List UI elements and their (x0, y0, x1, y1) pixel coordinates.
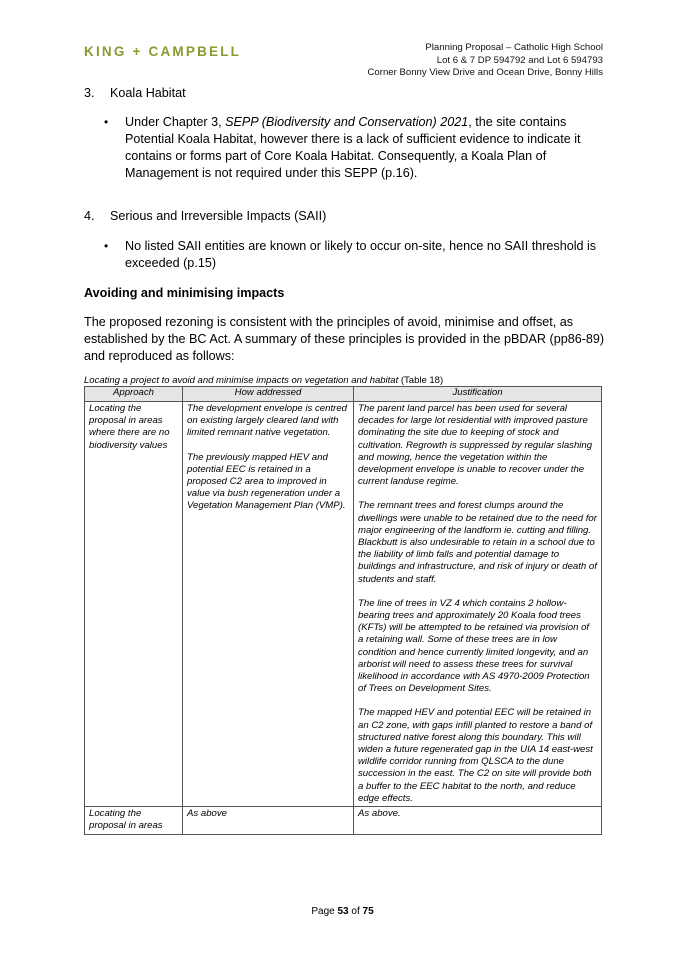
mitigation-table (84, 386, 602, 835)
section-title-saii: Serious and Irreversible Impacts (SAII) (110, 209, 327, 223)
avoid-heading: Avoiding and minimising impacts (84, 286, 285, 300)
koala-bullet-italic: SEPP (Biodiversity and Conservation) 2021 (225, 115, 469, 129)
col-header-how: How addressed (183, 387, 354, 402)
justification-paragraph: As above. (358, 808, 401, 820)
justification-paragraph: The line of trees in VZ 4 which contains 2 hollow-bearing trees and approximately 20 Koala food trees (KFTs) will be attempted to be retained via provision of a retaining wall. Some of these trees are in low condition and hence currently limited longevity, and an arborist will need to assess these trees for survival likelihood in accordance with AS 4970-2009 Protection of Trees on Development Sites. (358, 597, 590, 695)
table-caption-plain: (Table 18) (398, 375, 444, 386)
approach-text: Locating the proposal in areas where there are no biodiversity values (89, 403, 170, 451)
how-paragraph: As above (187, 808, 228, 820)
page-footer (0, 906, 685, 917)
justification-paragraph: The mapped HEV and potential EEC will be retained in an C2 zone, with gaps infill planted to restore a band of structured native forest along this boundary. This will widen a future regenerated gap in the UIA 14 east-west wildlife corridor running from QLSCA to the dune succession in the east. The C2 on site will provide both a buffer to the EEC habitat to the north, and reduce edge effects. (358, 707, 593, 804)
how-cell (183, 402, 354, 807)
table-row (85, 402, 602, 807)
justification-cell (354, 402, 602, 807)
page-number: 53 (337, 906, 349, 917)
col-header-approach: Approach (85, 387, 183, 402)
justification-cell (354, 807, 602, 834)
col-header-justification: Justification (354, 387, 602, 402)
justification-paragraph: The parent land parcel has been used for several decades for large lot residential with improved pasture dominating the site due to keeping of stock and cultivation. Regrowth is suppressed by regular slashing and mowing, hence the vegetation within the development envelope is unable to recover under the current landuse regime. (358, 403, 593, 488)
how-paragraph: The development envelope is centred on existing largely cleared land with limited remnant native vegetation. (187, 403, 347, 439)
section-number: 3. (84, 86, 95, 100)
company-logo: KING + CAMPBELL (84, 44, 242, 59)
table-row (85, 807, 602, 834)
koala-bullet-pre: Under Chapter 3, (125, 115, 226, 129)
section-number: 4. (84, 209, 95, 223)
saii-bullet-text: No listed SAII entities are known or likely to occur on-site, hence no SAII threshold is exceeded (p.15) (125, 239, 597, 270)
section-title-koala: Koala Habitat (110, 86, 186, 100)
footer-prefix: Page (311, 906, 338, 917)
table-caption-italic: Locating a project to avoid and minimise impacts on vegetation and habitat (84, 375, 399, 386)
how-cell (183, 807, 354, 834)
bullet-icon: • (104, 239, 109, 253)
bullet-icon: • (104, 115, 109, 129)
approach-text: Locating the proposal in areas (89, 808, 163, 832)
koala-bullet-post: , the site contains Potential Koala Habitat, however there is a lack of sufficient evidence to indicate it contains or forms part of Core Koala Habitat. Consequently, a Koala Plan of Management is not required under this SEPP (p.16). (125, 115, 581, 180)
table-header-row (85, 387, 602, 402)
koala-bullet-text (125, 114, 609, 182)
header-line: Corner Bonny View Drive and Ocean Drive, Bonny Hills (367, 67, 603, 78)
justification-paragraph: The remnant trees and forest clumps around the dwellings were unable to be retained due to the need for major engineering of the landform ie. cutting and filling. Blackbutt is also undesirable to retain in a school due to the liability of limb falls and potential damage to buildings and infrastructure, and risk of injury or death of students and staff. (358, 500, 597, 585)
page-total: 75 (362, 906, 374, 917)
footer-middle: of (348, 906, 363, 917)
header-line: Planning Proposal – Catholic High School (425, 42, 603, 53)
avoid-paragraph: The proposed rezoning is consistent with the principles of avoid, minimise and offset, as established by the BC Act. A summary of these principles is provided in the pBDAR (pp86-89) and reproduced as follows: (84, 315, 605, 363)
approach-cell (85, 807, 183, 834)
approach-cell (85, 402, 183, 807)
header-line: Lot 6 & 7 DP 594792 and Lot 6 594793 (436, 54, 603, 66)
document-header (367, 42, 603, 80)
how-paragraph: The previously mapped HEV and potential EEC is retained in a proposed C2 area to improved in value via bush regeneration under a Vegetation Management Plan (VMP). (187, 451, 346, 512)
